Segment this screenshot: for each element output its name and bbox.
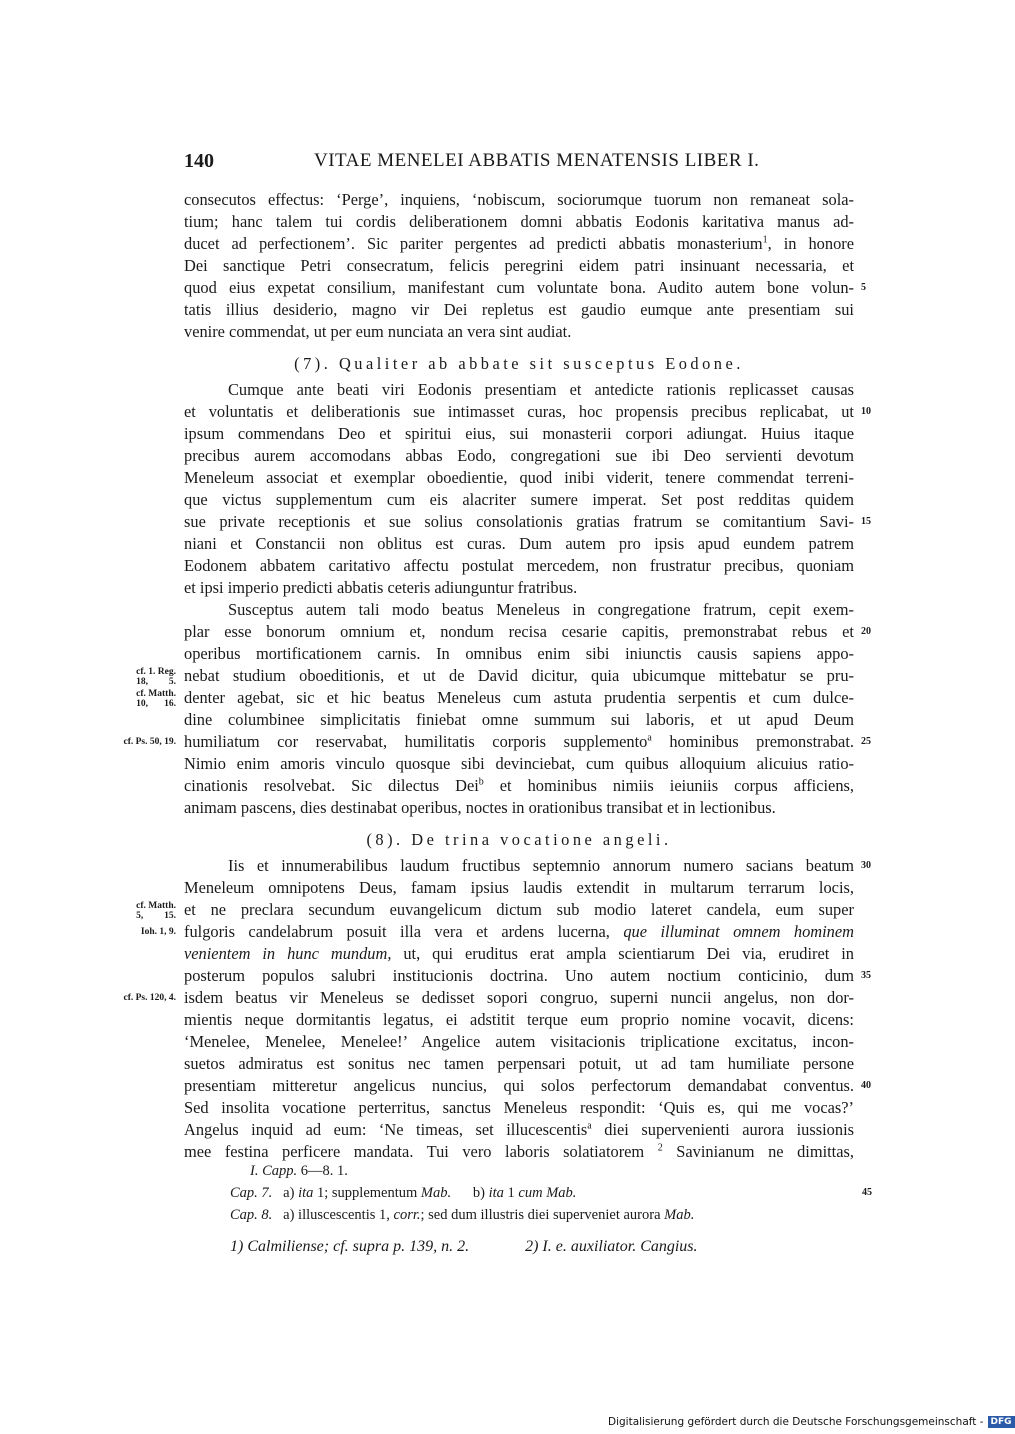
- text-line: mee festina perficere mandata. Tui vero laboris solatiatorem $^2$ Savinianum ne dimittas,: [184, 1142, 854, 1161]
- text-line: precibus aurem accomodans abbas Eodo, congregationi sue ibi Deo servienti devotum: [184, 446, 854, 465]
- text-line: cinationis resolvebat. Sic dilectus Dei$^b$ et hominibus nimiis ieiuniis corpus afficiens,: [184, 776, 854, 795]
- text-line: cf. 1. Reg. 18, 5. nebat studium oboeditionis, et ut de David dicitur, quia ubicumque mittebatur se pru-: [136, 666, 854, 687]
- dfg-logo: DFG: [988, 1416, 1015, 1428]
- text-line: quod eius expetat consilium, manifestant cum voluntate bona. Audito autem bone volun- 5: [184, 278, 866, 297]
- text-line: cf. Ps. 120, 4. isdem beatus vir Meneleus se dedisset sopori congruo, superni nuncii angelus, non dor-: [123, 988, 854, 1007]
- running-head: VITAE MENELEI ABBATIS MENATENSIS LIBER I.: [314, 150, 760, 171]
- text-line: Angelus inquid ad eum: ‘Ne timeas, set illucescentis$^a$ diei supervenienti aurora iussionis: [184, 1120, 854, 1139]
- text-line: tium; hanc talem tui cordis deliberationem domni abbatis Eodonis karitativa manus ad-: [184, 212, 854, 231]
- dfg-credit: [608, 1416, 1015, 1428]
- apparatus-line: I. Capp. 6—8. 1.: [250, 1163, 348, 1179]
- text-line: Cumque ante beati viri Eodonis presentiam et antedicte rationis replicasset causas: [228, 380, 854, 399]
- line-number: 5: [861, 282, 866, 293]
- text-line: tatis illius desiderio, magno vir Dei repletus est gaudio eumque ante presentiam sui: [184, 300, 854, 319]
- text-line: venientem in hunc mundum, ut, qui eruditus erat ampla scientiarum Dei via, erudiret in: [184, 944, 854, 963]
- text-line: sue private receptionis et sue solius consolationis gratias fratrum se comitantium Savi- 15: [184, 512, 871, 531]
- apparatus-line: Cap. 8. a) illuscescentis 1, corr.; sed dum illustris diei superveniet aurora Mab.: [230, 1207, 695, 1223]
- text-line: consecutos effectus: ‘Perge’, inquiens, ‘nobiscum, sociorumque tuorum non remaneat sola-: [184, 190, 854, 209]
- text-line: dine columbinee simplicitatis finiebat omne summum sui laboris, et ut apud Deum: [184, 710, 854, 729]
- text-line: Meneleum associat et exemplar oboedientie, quod inibi viderit, tenere commendat terreni-: [184, 468, 854, 487]
- text-line: suetos admiratus est sonitus nec tamen perpensari potuit, ut ad tam humiliate persone: [184, 1054, 854, 1073]
- margin-reference: cf. 1. Reg. 18, 5.: [136, 667, 176, 687]
- text-line: venire commendat, ut per eum nunciata an vera sint audiat.: [184, 322, 572, 341]
- text-line: mientis neque dormitantis legatus, ei adstitit terque eum proprio nomine vocavit, dicens:: [184, 1010, 854, 1029]
- margin-reference: cf. Ps. 120, 4.: [123, 993, 176, 1003]
- text-line: et voluntatis et deliberationis sue intimasset curas, hoc propensis precibus replicabat, ut 10: [184, 402, 871, 421]
- text-line: ipsum commendans Deo et spiritui eius, sui monasterii corpori adiungat. Huius itaque: [184, 424, 854, 443]
- footnote-1: 1) Calmiliense; cf. supra p. 139, n. 2.: [230, 1238, 470, 1255]
- margin-reference: Ioh. 1, 9.: [140, 927, 176, 937]
- text-line: Ioh. 1, 9. fulgoris candelabrum posuit illa vera et ardens lucerna, que illuminat omnem hominem: [140, 922, 854, 941]
- chapter-heading-7: (7). Qualiter ab abbate sit susceptus Eodone.: [294, 354, 744, 373]
- line-number: 30: [861, 860, 871, 871]
- line-number: 10: [861, 406, 871, 417]
- text-line: Sed insolita vocatione perterritus, sanctus Meneleus respondit: ‘Quis es, qui me vocas?’: [184, 1098, 854, 1117]
- text-line: Susceptus autem tali modo beatus Meneleus in congregatione fratrum, cepit exem-: [228, 600, 854, 619]
- text-line: plar esse bonorum omnium et, nondum recisa cesarie capitis, premonstrabat rebus et 20: [184, 622, 871, 641]
- text-line: Iis et innumerabilibus laudum fructibus septemnio annorum numero sacians beatum 30: [228, 856, 871, 875]
- margin-reference: cf. Ps. 50, 19.: [123, 737, 176, 747]
- line-number: 40: [861, 1080, 871, 1091]
- critical-apparatus: [230, 1160, 870, 1226]
- text-line: posterum populos salubri institucionis doctrina. Uno autem noctium conticinio, dum 35: [184, 966, 871, 985]
- text-line: cf. Matth. 10, 16. denter agebat, sic et hic beatus Meneleus cum astuta prudentia serpentis et cum dulce-: [136, 688, 854, 709]
- text-line: ‘Menelee, Menelee, Menelee!’ Angelice autem visitacionis triplicatione excitatus, incon-: [184, 1032, 854, 1051]
- margin-reference: cf. Matth. 10, 16.: [136, 689, 176, 709]
- margin-reference: cf. Matth. 5, 15.: [136, 901, 176, 921]
- text-line: Meneleum omnipotens Deus, famam ipsius laudis extendit in multarum terrarum locis,: [184, 878, 854, 897]
- text-line: presentiam mitteretur angelicus nuncius, qui solos perfectorum demandabat conventus. 40: [184, 1076, 871, 1095]
- footnotes: [230, 1238, 750, 1256]
- line-number: 35: [861, 970, 871, 981]
- chapter-heading-8: (8). De trina vocatione angeli.: [366, 830, 672, 849]
- text-line: operibus mortificationem carnis. In omnibus enim sibi iniunctis causis sapiens appo-: [184, 644, 854, 663]
- text-line: et ipsi imperio predicti abbatis ceteris adiunguntur fratribus.: [184, 578, 578, 597]
- line-number: 15: [861, 516, 871, 527]
- line-number: 20: [861, 626, 871, 637]
- text-line: cf. Ps. 50, 19. humiliatum cor reservabat, humilitatis corporis supplemento$^a$ hominibus premonstrabat. 25: [123, 732, 871, 751]
- footnote-2: 2) I. e. auxiliator. Cangius.: [525, 1238, 698, 1255]
- line-number: 45: [862, 1187, 872, 1198]
- line-number: 25: [861, 736, 871, 747]
- text-line: niani et Constancii non oblitus est curas. Dum autem pro ipsis apud eundem patrem: [184, 534, 854, 553]
- text-line: Eodonem abbatem caritativo affectu postulat mercedem, non frustratur precibus, quoniam: [184, 556, 854, 575]
- dfg-credit-text: Digitalisierung gefördert durch die Deutsche Forschungsgemeinschaft -: [608, 1416, 984, 1428]
- main-text: [123, 189, 871, 1163]
- page-number: 140: [184, 150, 214, 172]
- text-line: animam pascens, dies destinabat operibus, noctes in orationibus transibat et in lectionibus.: [184, 798, 776, 817]
- page-header: [184, 150, 854, 174]
- text-line: cf. Matth. 5, 15. et ne preclara secundum euvangelicum dictum sub modio lateret candela, eum super: [136, 900, 854, 921]
- text-line: Nimio enim amoris vinculo quosque sibi devinciebat, cum quibus alloquium alicuius ratio-: [184, 754, 854, 773]
- text-line: que victus supplementum cum eis alacriter sumere imperat. Set post redditas quidem: [184, 490, 854, 509]
- text-line: Dei sanctique Petri consecratum, felicis peregrini eidem patri insinuant necessaria, et: [184, 256, 854, 275]
- text-line: ducet ad perfectionem’. Sic pariter pergentes ad predicti abbatis monasterium$^1$, in honore: [184, 234, 854, 253]
- apparatus-line: Cap. 7. a) ita 1; supplementum Mab. b) ita 1 cum Mab. 45: [230, 1182, 870, 1204]
